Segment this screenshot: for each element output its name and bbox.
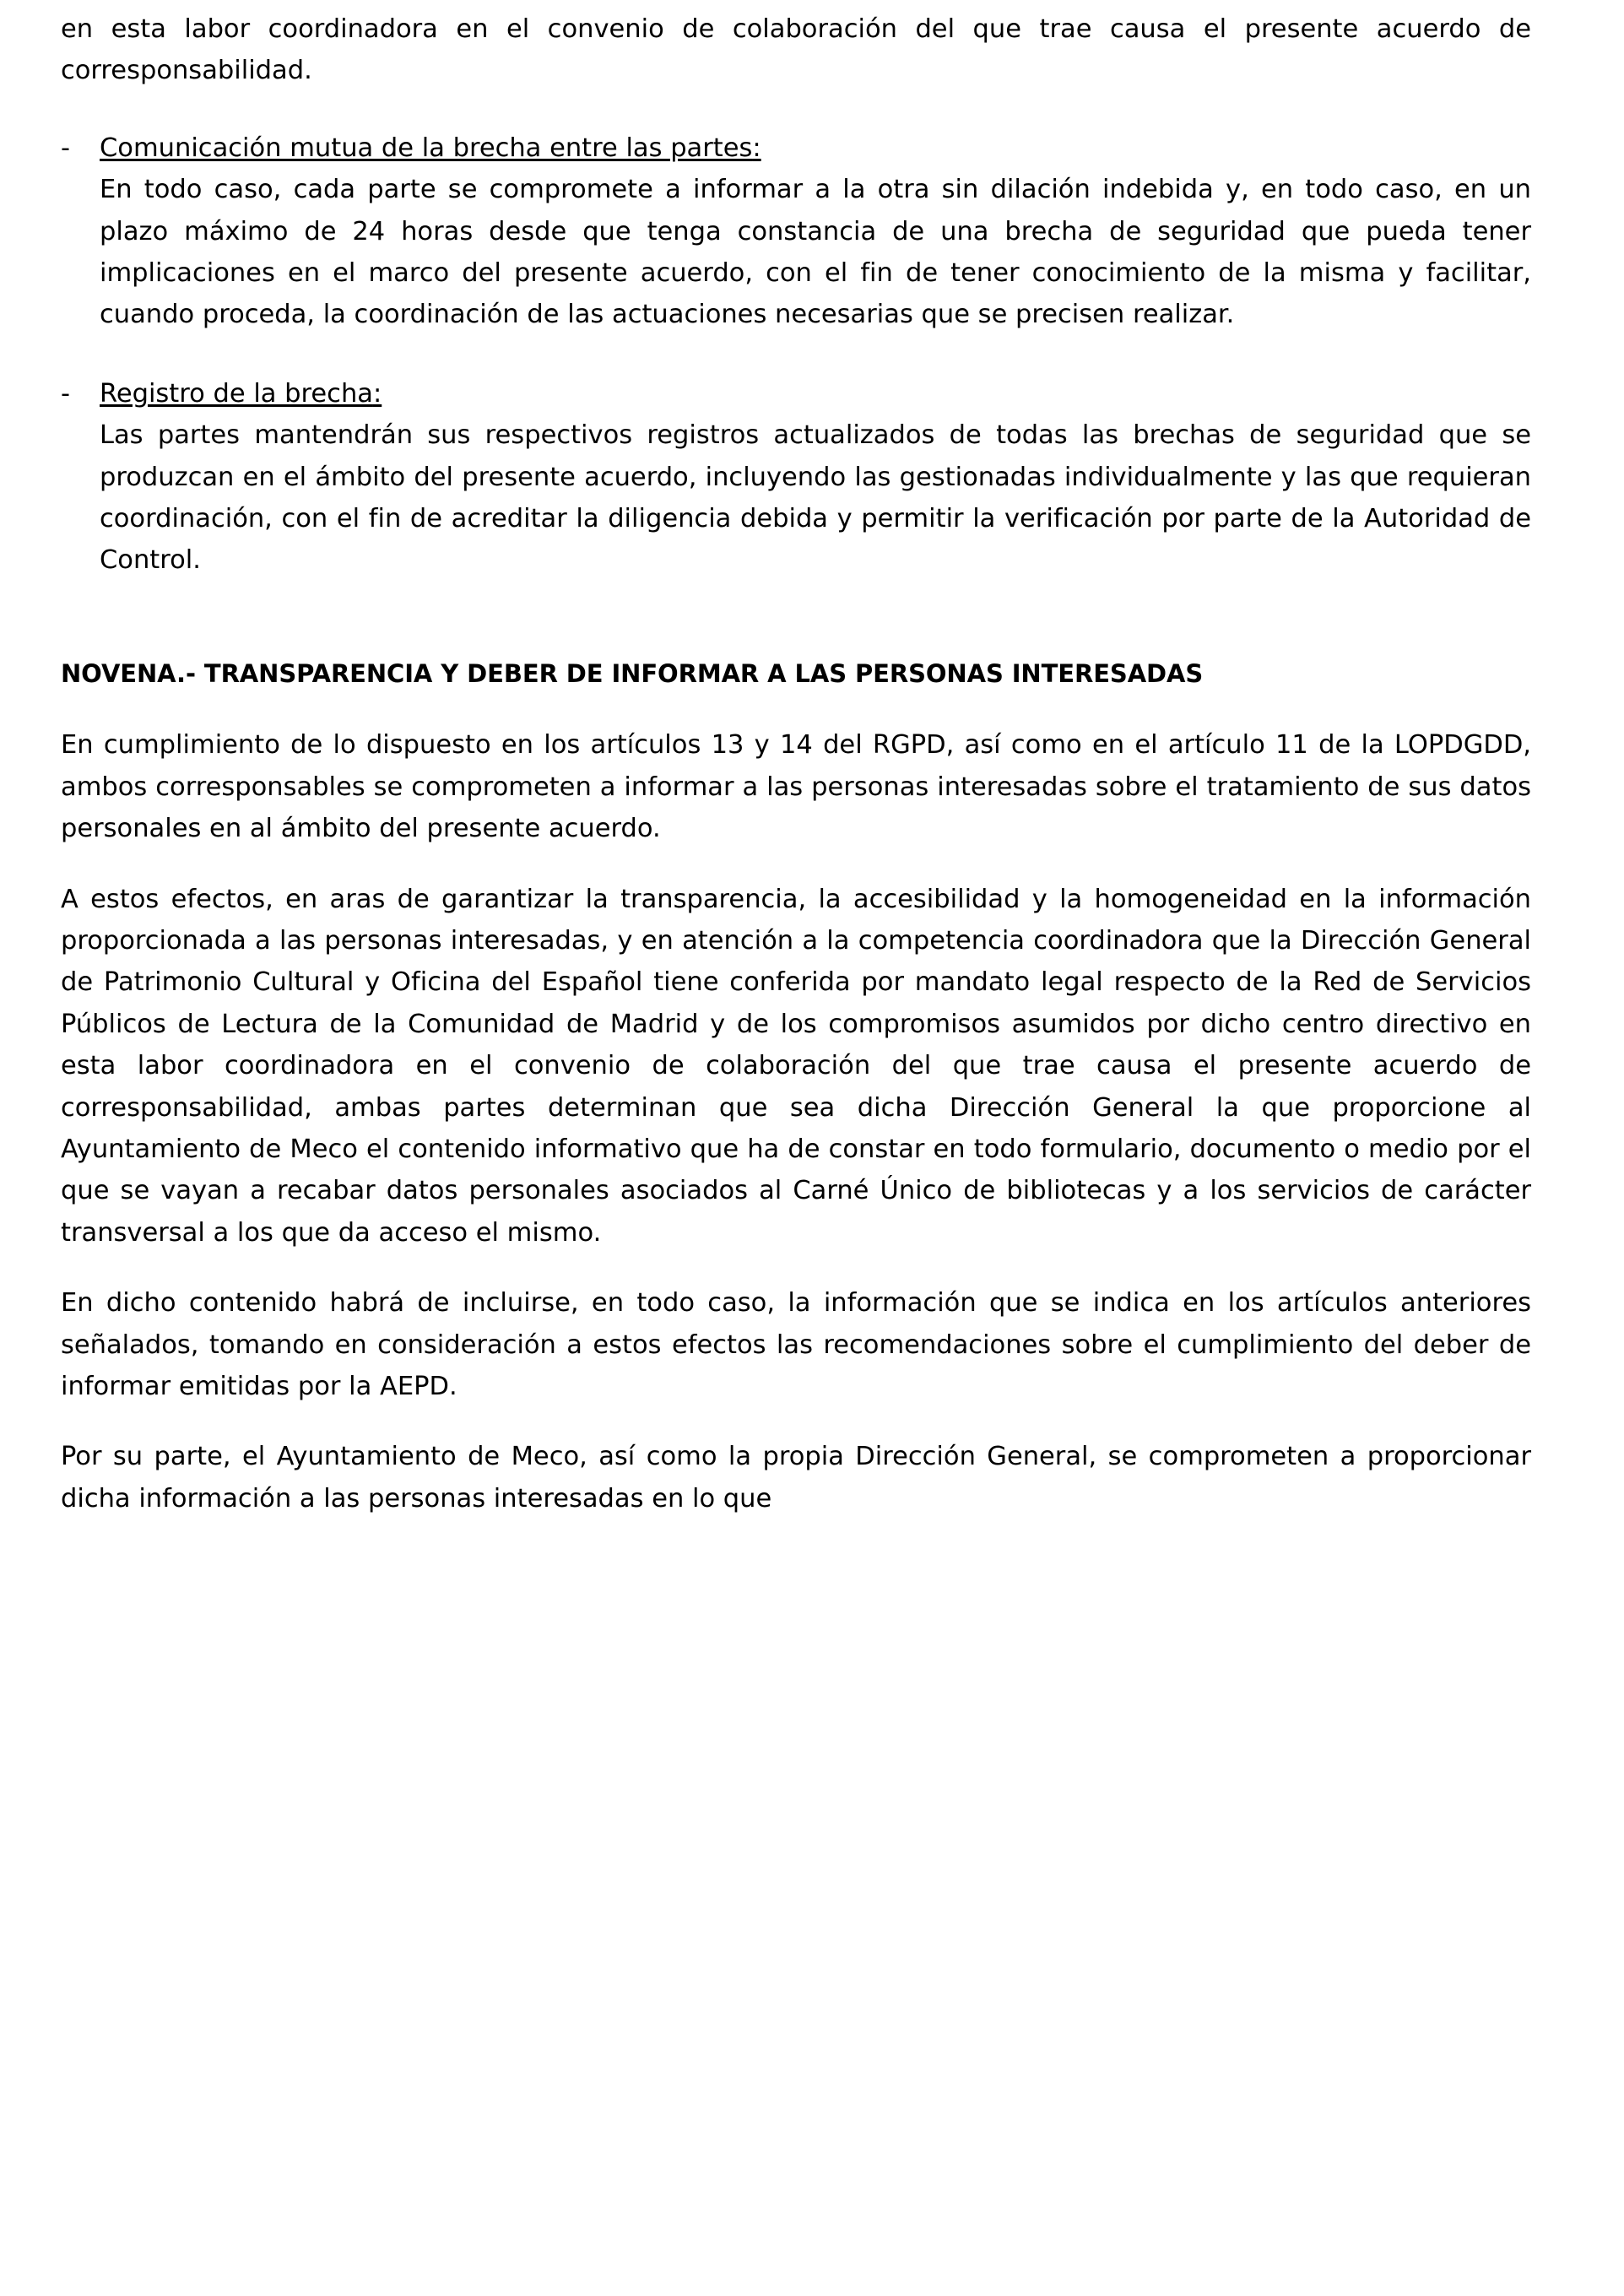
bullet-marker: - xyxy=(61,378,71,409)
section-paragraph-1: En cumplimiento de lo dispuesto en los artículos 13 y 14 del RGPD, así como en el artículo 11 de la LOPDGDD, ambos corresponsables se comprometen a informar a las personas interesadas sobre el tratamiento de sus datos personales en al ámbito del presente acuerdo. xyxy=(61,730,1531,844)
list-item-heading-colon: : xyxy=(752,133,761,163)
list-item-heading-text: Registro de la brecha xyxy=(100,378,373,409)
spacer xyxy=(61,121,1531,127)
list-item-body xyxy=(100,127,1531,336)
list-item-heading-text: Comunicación mutua de la brecha entre las partes xyxy=(100,133,753,163)
list-item-heading xyxy=(100,373,1531,414)
section-spacer xyxy=(61,612,1531,656)
spacer xyxy=(61,366,1531,373)
section-paragraph-2: A estos efectos, en aras de garantizar la transparencia, la accesibilidad y la homogeneidad en la información proporcionada a las personas interesadas, y en atención a la competencia coordinadora que la Dirección General de Patrimonio Cultural y Oficina del Español tiene conferida por mandato legal respecto de la Red de Servicios Públicos de Lectura de la Comunidad de Madrid y de los compromisos asumidos por dicho centro directivo en esta labor coordinadora en el convenio de colaboración del que trae causa el presente acuerdo de corresponsabilidad, ambas partes determinan que sea dicha Dirección General la que proporcione al Ayuntamiento de Meco el contenido informativo que ha de constar en todo formulario, documento o medio por el que se vayan a recabar datos personales asociados al Carné Único de bibliotecas y a los servicios de carácter transversal a los que da acceso el mismo. xyxy=(61,884,1531,1248)
list-item-heading-colon: : xyxy=(372,378,382,409)
list-item-text: En todo caso, cada parte se compromete a informar a la otra sin dilación indebida y, en todo caso, en un plazo máximo de 24 horas desde que tenga constancia de una brecha de seguridad que pueda tener implicaciones en el marco del presente acuerdo, con el fin de tener conocimiento de la misma y facilitar, cuando proceda, la coordinación de las actuaciones necesarias que se precisen realizar. xyxy=(100,175,1531,330)
continuation-paragraph: en esta labor coordinadora en el convenio de colaboración del que trae causa el presente acuerdo de corresponsabilidad. xyxy=(61,14,1531,86)
section-paragraph-3: En dicho contenido habrá de incluirse, en todo caso, la información que se indica en los artículos anteriores señalados, tomando en consideración a estos efectos las recomendaciones sobre el cumplimiento del deber de informar emitidas por la AEPD. xyxy=(61,1288,1531,1402)
section-paragraph-4: Por su parte, el Ayuntamiento de Meco, así como la propia Dirección General, se comprometen a proporcionar dicha información a las personas interesadas en lo que xyxy=(61,1442,1531,1514)
list-item-heading xyxy=(100,127,1531,169)
list-item-text: Las partes mantendrán sus respectivos registros actualizados de todas las brechas de seguridad que se produzcan en el ámbito del presente acuerdo, incluyendo las gestionadas individualmente y las que requieran coordinación, con el fin de acreditar la diligencia debida y permitir la verificación por parte de la Autoridad de Control. xyxy=(100,420,1531,576)
bullet-marker: - xyxy=(61,133,71,163)
list-item xyxy=(61,373,1531,582)
list-item-body xyxy=(100,373,1531,582)
section-heading: NOVENA.- TRANSPARENCIA Y DEBER DE INFORMAR A LAS PERSONAS INTERESADAS xyxy=(61,658,1204,688)
list-item xyxy=(61,127,1531,336)
